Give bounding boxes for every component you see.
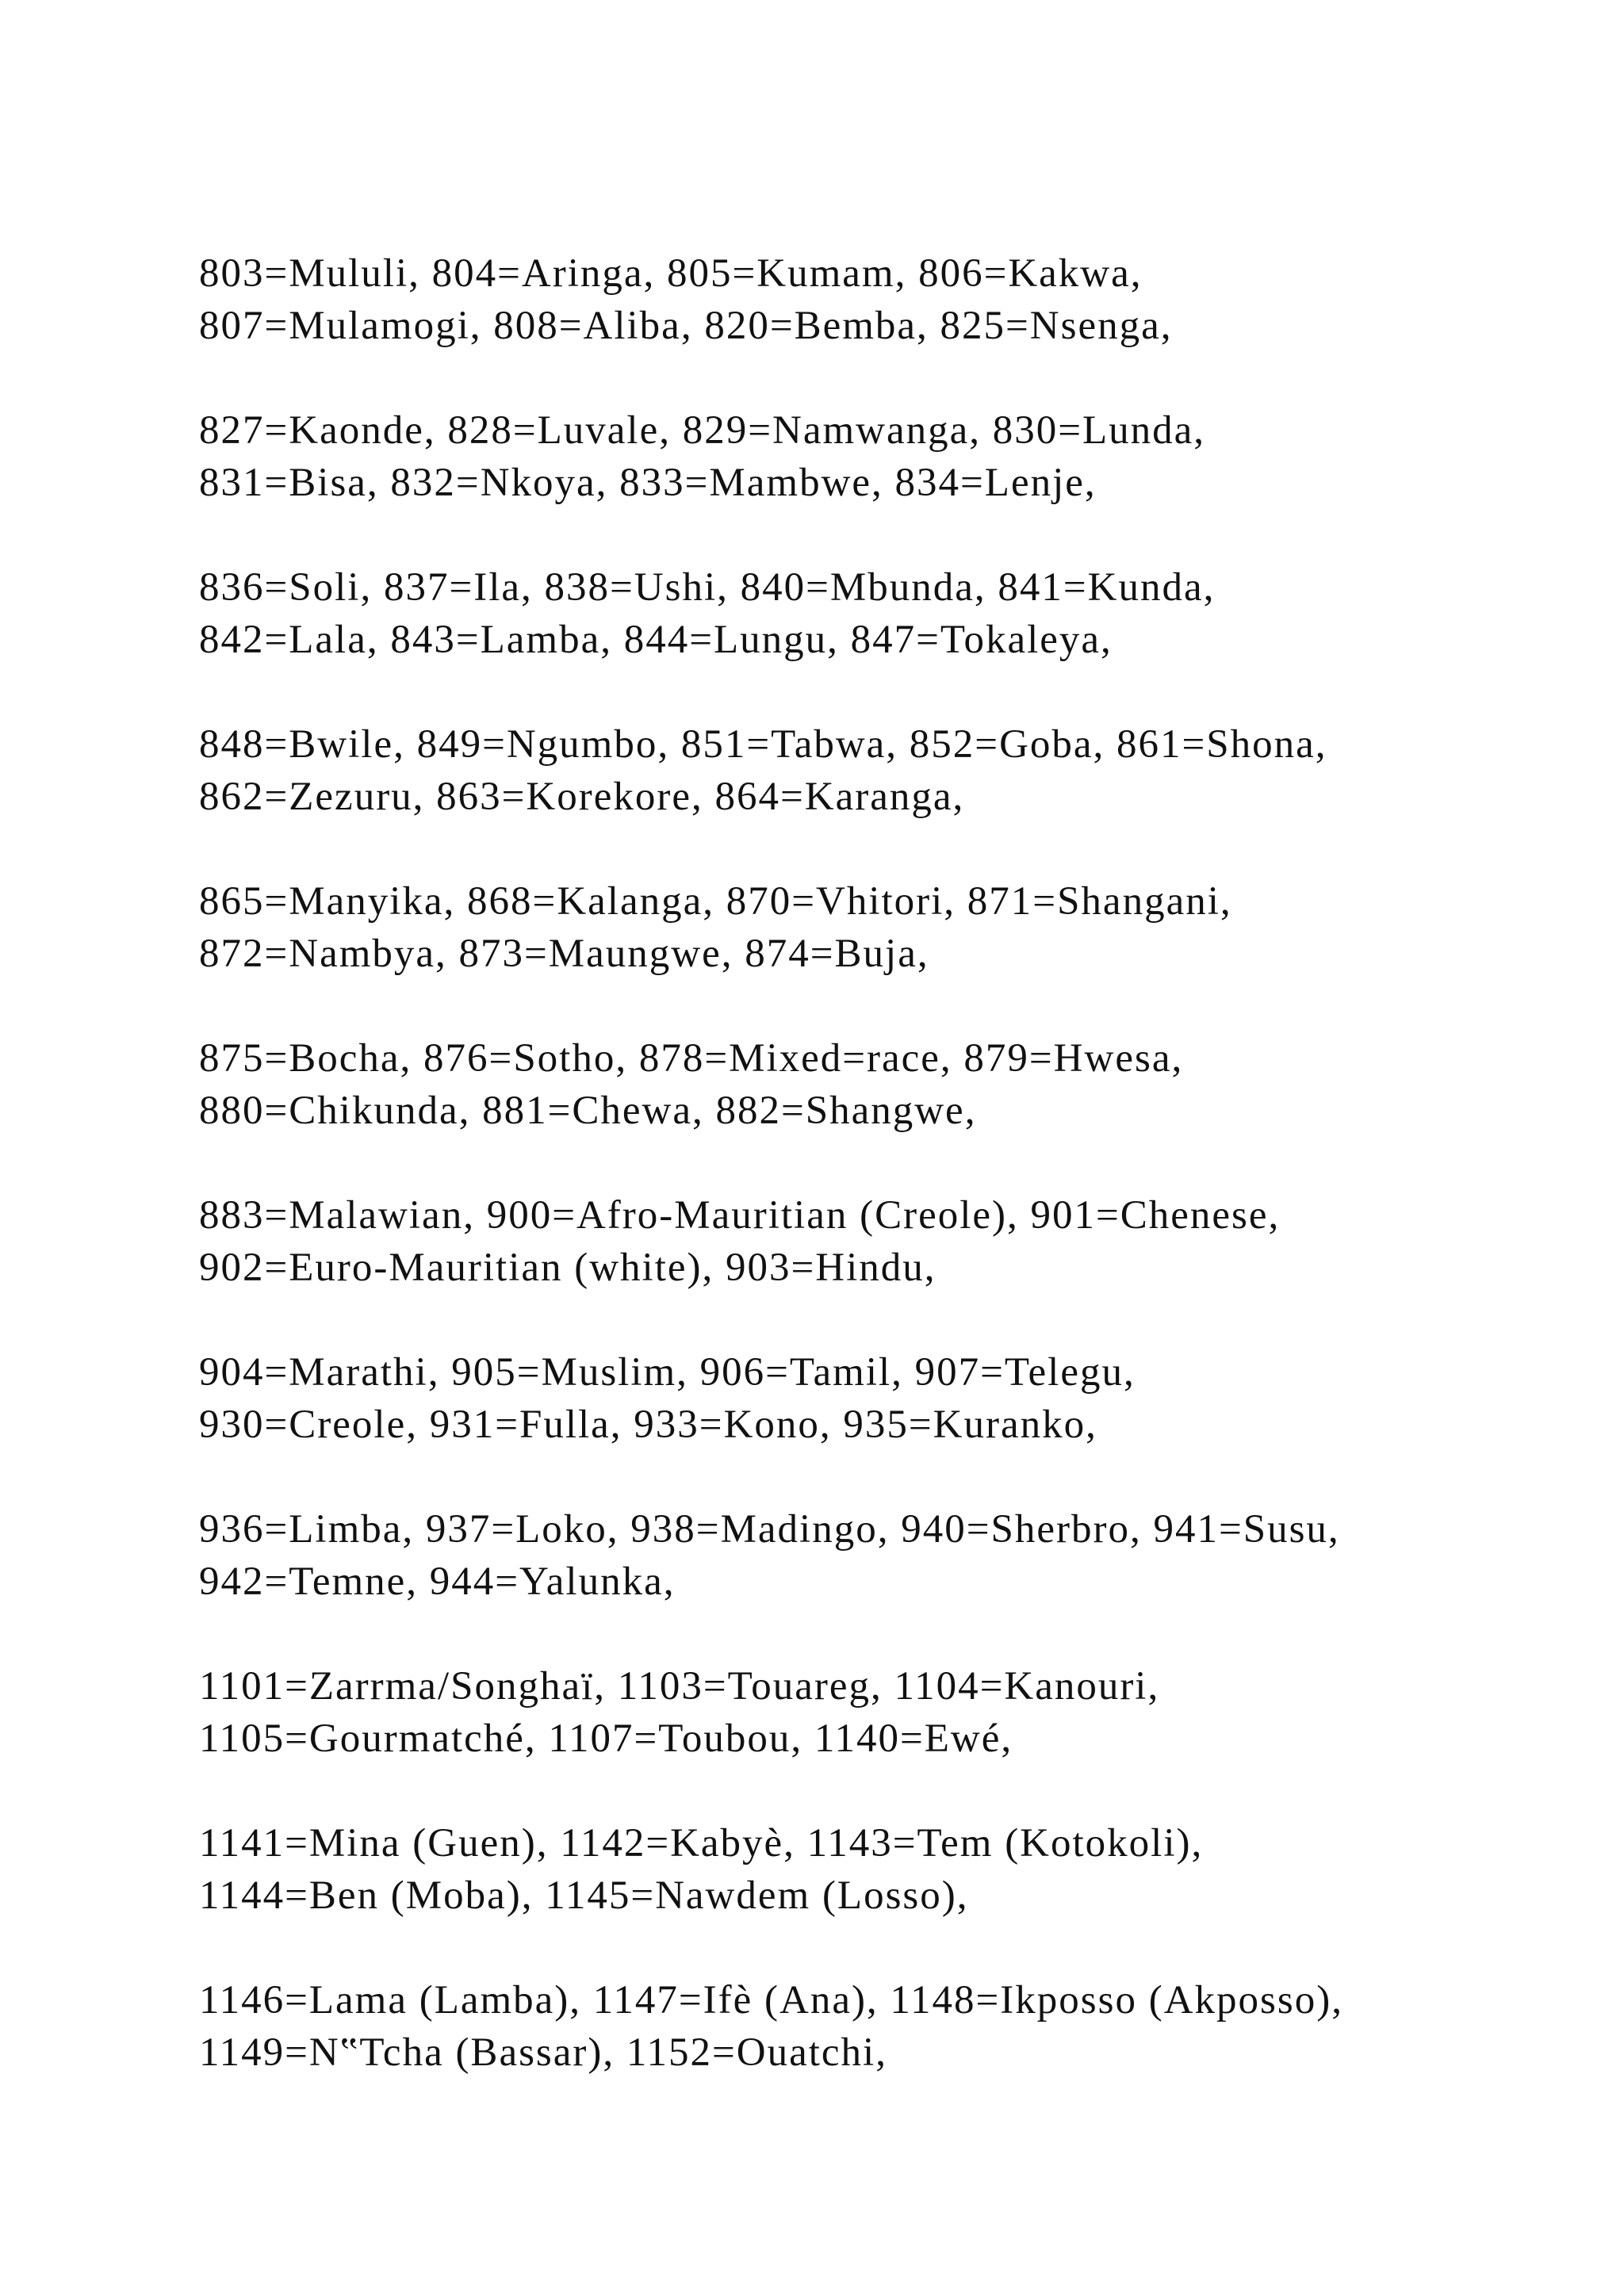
- paragraph-9: [199, 1503, 1563, 1608]
- text-line: 872=Nambya, 873=Maungwe, 874=Buja,: [199, 932, 929, 976]
- text-line: 904=Marathi, 905=Muslim, 906=Tamil, 907=Telegu,: [199, 1350, 1136, 1395]
- text-line: 1105=Gourmatché, 1107=Toubou, 1140=Ewé,: [199, 1716, 1013, 1761]
- paragraph-4: [199, 718, 1563, 823]
- text-line: 880=Chikunda, 881=Chewa, 882=Shangwe,: [199, 1089, 977, 1133]
- text-line: 942=Temne, 944=Yalunka,: [199, 1559, 676, 1604]
- paragraph-10: [199, 1660, 1563, 1765]
- paragraph-1: [199, 247, 1563, 352]
- paragraph-2: [199, 404, 1563, 509]
- text-line: 930=Creole, 931=Fulla, 933=Kono, 935=Kuranko,: [199, 1402, 1097, 1447]
- paragraph-3: [199, 561, 1563, 666]
- paragraph-7: [199, 1189, 1563, 1294]
- paragraph-6: [199, 1032, 1563, 1137]
- paragraph-8: [199, 1346, 1563, 1451]
- text-line: 836=Soli, 837=Ila, 838=Ushi, 840=Mbunda, 841=Kunda,: [199, 565, 1216, 610]
- text-line: 862=Zezuru, 863=Korekore, 864=Karanga,: [199, 775, 965, 819]
- text-line: 831=Bisa, 832=Nkoya, 833=Mambwe, 834=Lenje,: [199, 461, 1097, 505]
- paragraph-12: [199, 1974, 1563, 2079]
- text-line: 936=Limba, 937=Loko, 938=Madingo, 940=Sherbro, 941=Susu,: [199, 1507, 1340, 1552]
- text-line: 1149=N‟Tcha (Bassar), 1152=Ouatchi,: [199, 2030, 887, 2075]
- text-line: 1101=Zarrma/Songhaï, 1103=Touareg, 1104=Kanouri,: [199, 1664, 1160, 1709]
- paragraph-5: [199, 875, 1563, 980]
- text-line: 902=Euro-Mauritian (white), 903=Hindu,: [199, 1246, 936, 1290]
- text-line: 842=Lala, 843=Lamba, 844=Lungu, 847=Tokaleya,: [199, 618, 1113, 662]
- text-line: 848=Bwile, 849=Ngumbo, 851=Tabwa, 852=Goba, 861=Shona,: [199, 722, 1327, 767]
- paragraph-11: [199, 1817, 1563, 1922]
- text-line: 807=Mulamogi, 808=Aliba, 820=Bemba, 825=Nsenga,: [199, 304, 1173, 348]
- text-line: 827=Kaonde, 828=Luvale, 829=Namwanga, 830=Lunda,: [199, 408, 1206, 453]
- text-line: 1141=Mina (Guen), 1142=Kabyè, 1143=Tem (Kotokoli),: [199, 1821, 1204, 1866]
- text-line: 1144=Ben (Moba), 1145=Nawdem (Losso),: [199, 1873, 969, 1918]
- text-line: 883=Malawian, 900=Afro-Mauritian (Creole), 901=Chenese,: [199, 1193, 1281, 1238]
- text-line: 865=Manyika, 868=Kalanga, 870=Vhitori, 871=Shangani,: [199, 879, 1232, 924]
- document-body: [199, 247, 1563, 2131]
- text-line: 1146=Lama (Lamba), 1147=Ifè (Ana), 1148=Ikposso (Akposso),: [199, 1978, 1343, 2022]
- text-line: 875=Bocha, 876=Sotho, 878=Mixed=race, 879=Hwesa,: [199, 1036, 1184, 1081]
- text-line: 803=Mululi, 804=Aringa, 805=Kumam, 806=Kakwa,: [199, 251, 1143, 296]
